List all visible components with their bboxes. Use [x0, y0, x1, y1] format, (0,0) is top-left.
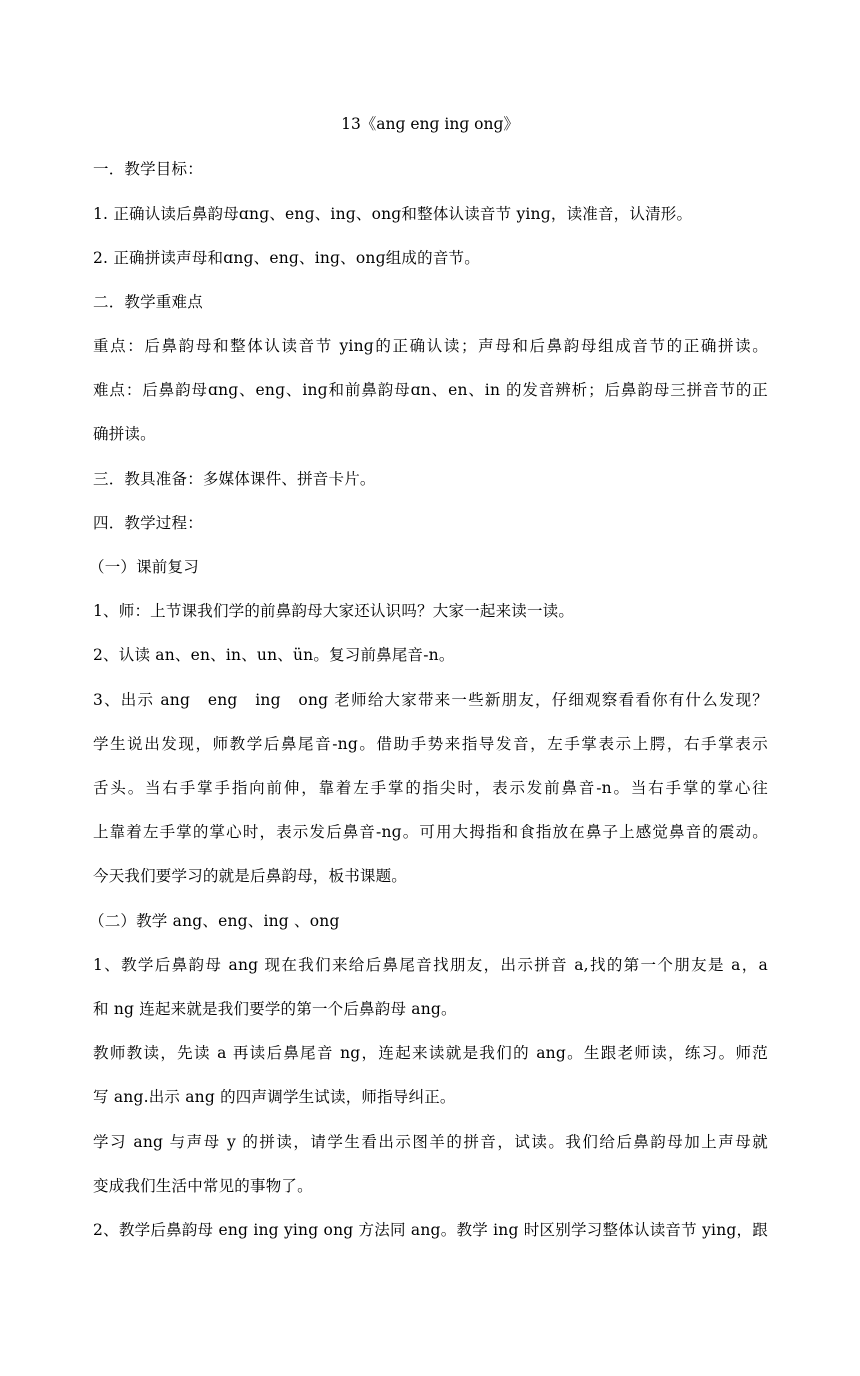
teaching-step-1-line-2: 和 ng 连起来就是我们要学的第一个后鼻韵母 ang。 [93, 1000, 457, 1018]
review-step-3: 3、出示 ang eng ing ong 老师给大家带来一些新朋友，仔细观察看看你有什么发现？ [93, 691, 768, 709]
paragraph-line: 今天我们要学习的就是后鼻韵母，板书课题。 [93, 867, 408, 885]
section-teaching-heading: （二）教学 ang、eng、ing 、ong [89, 912, 340, 930]
paragraph-line: 学习 ang 与声母 y 的拼读，请学生看出示图羊的拼音，试读。我们给后鼻韵母加上声母就 [93, 1133, 768, 1151]
paragraph-line: 上靠着左手掌的掌心时，表示发后鼻音-nɡ。可用大拇指和食指放在鼻子上感觉鼻音的震动。 [93, 823, 768, 841]
goal-item-1: 1. 正确认读后鼻韵母ɑnɡ、enɡ、inɡ、onɡ和整体认读音节 yinɡ，读准音，认清形。 [93, 205, 693, 223]
section-review-heading: （一）课前复习 [89, 558, 199, 576]
teaching-step-1-line-1: 1、教学后鼻韵母 ang 现在我们来给后鼻尾音找朋友，出示拼音 a,找的第一个朋友是 a，a [93, 956, 768, 974]
heading-teaching-goals: 一．教学目标： [93, 160, 203, 178]
paragraph-line: 学生说出发现，师教学后鼻尾音-ng。借助手势来指导发音，左手掌表示上腭，右手掌表示 [93, 735, 768, 753]
heading-teaching-aids: 三．教具准备：多媒体课件、拼音卡片。 [93, 470, 376, 488]
review-step-1: 1、师：上节课我们学的前鼻韵母大家还认识吗？大家一起来读一读。 [93, 602, 575, 620]
review-step-2: 2、认读 an、en、in、un、ün。复习前鼻尾音-n。 [93, 646, 455, 664]
paragraph-line: 舌头。当右手掌手指向前伸，靠着左手掌的指尖时，表示发前鼻音-n。当右手掌的掌心往 [93, 779, 768, 797]
lesson-title: 13《anɡ enɡ inɡ onɡ》 [341, 115, 519, 133]
teaching-step-2-line: 2、教学后鼻韵母 eng ing ying ong 方法同 ang。教学 ing 时区别学习整体认读音节 ying，跟 [93, 1221, 768, 1239]
key-point-line: 重点：后鼻韵母和整体认读音节 yinɡ的正确认读；声母和后鼻韵母组成音节的正确拼读。 [93, 337, 768, 355]
heading-key-difficult-points: 二．教学重难点 [93, 293, 203, 311]
difficult-point-line-1: 难点：后鼻韵母ɑnɡ、enɡ、inɡ和前鼻韵母ɑn、en、in 的发音辨析；后鼻韵母三拼音节的正 [93, 381, 768, 399]
paragraph-line: 教师教读，先读 a 再读后鼻尾音 ng，连起来读就是我们的 ang。生跟老师读，练习。师范 [93, 1044, 768, 1062]
paragraph-line: 变成我们生活中常见的事物了。 [93, 1177, 313, 1195]
paragraph-line: 写 ang.出示 ang 的四声调学生试读，师指导纠正。 [93, 1088, 456, 1106]
difficult-point-line-2: 确拼读。 [93, 425, 156, 443]
goal-item-2: 2. 正确拼读声母和ɑnɡ、enɡ、inɡ、onɡ组成的音节。 [93, 249, 480, 267]
heading-teaching-process: 四．教学过程： [93, 514, 203, 532]
